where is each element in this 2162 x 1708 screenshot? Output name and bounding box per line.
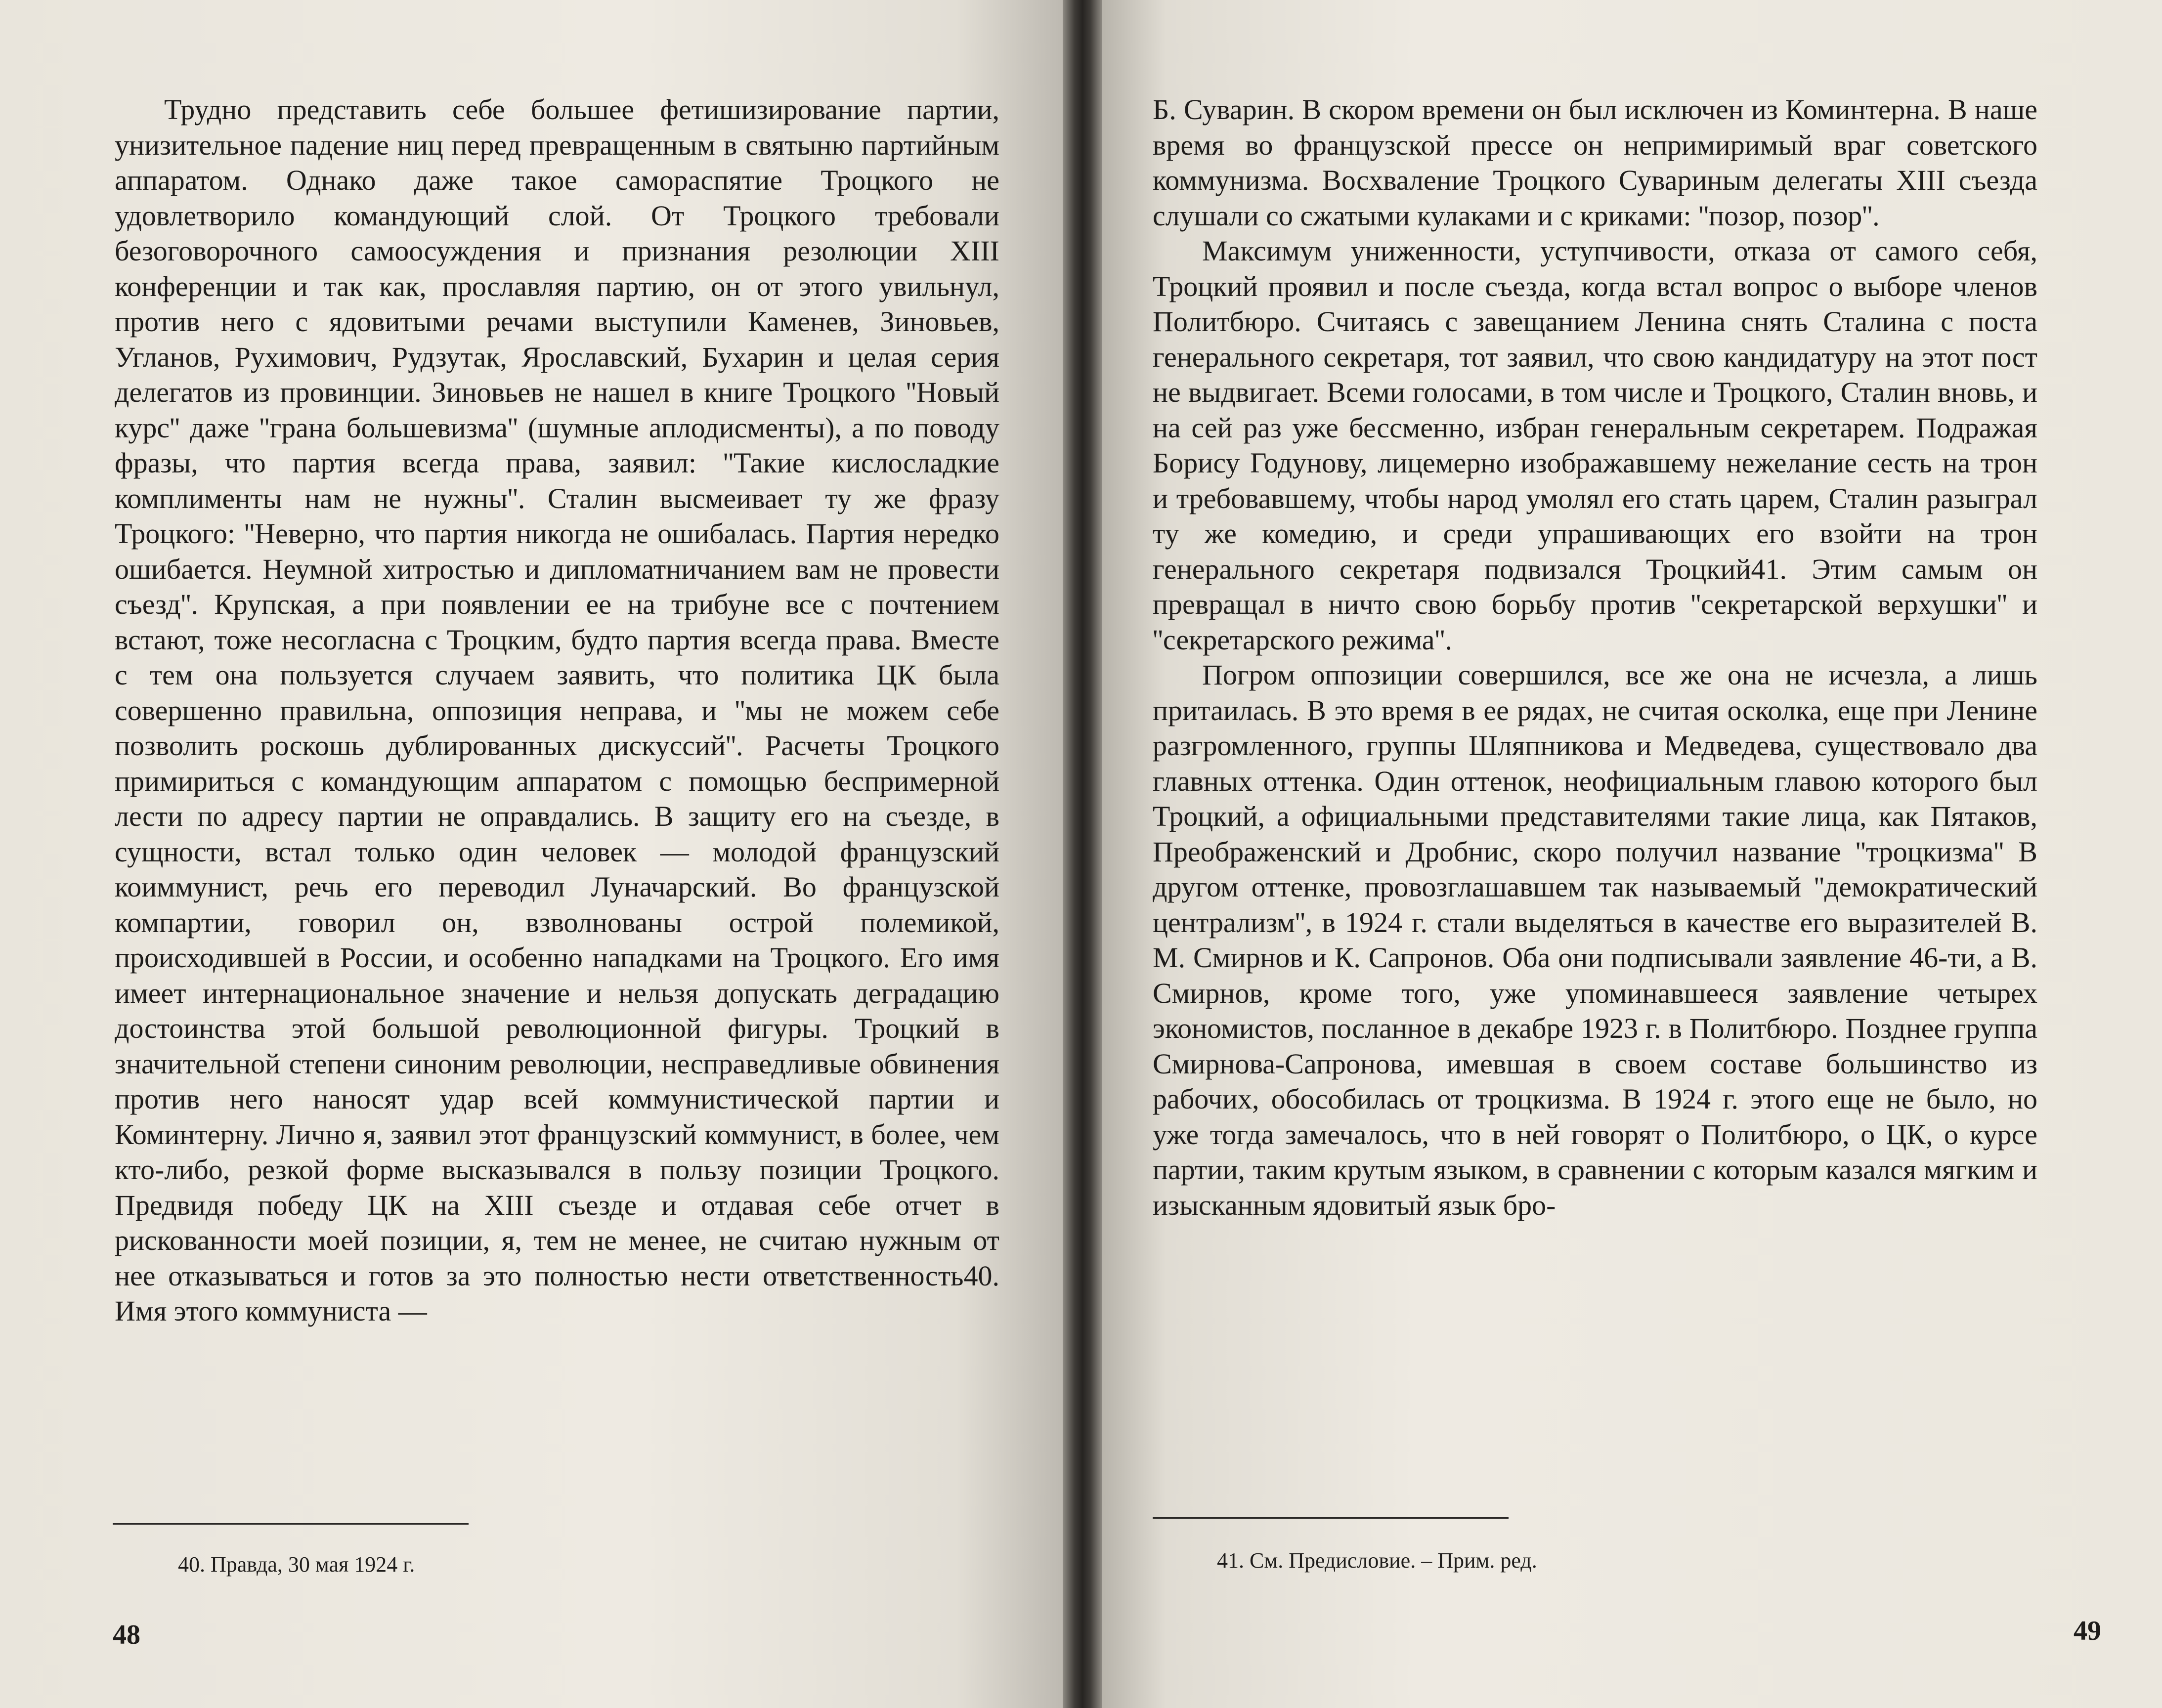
right-footnote: 41. См. Предисловие. – Прим. ред. — [1217, 1548, 1537, 1573]
left-page — [0, 0, 1063, 1708]
book-gutter — [1063, 0, 1102, 1708]
left-page-number: 48 — [113, 1620, 140, 1650]
right-paragraph-2: Максимум униженности, уступчивости, отказа от самого себя, Троцкий проявил и после съезда, когда встал вопрос о выборе членов Политбюро. Считаясь с завещанием Ленина снять Сталина с поста генерального секретаря, тот заявил, что свою кандидатуру на этот пост не выдвигает. Всеми голосами, в том числе и Троцкого, Сталин вновь, и на сей раз уже бессменно, избран генеральным секретарем. Подражая Борису Годунову, лицемерно изображавшему нежелание сесть на трон и требовавшему, чтобы народ умолял его стать царем, Сталин разыграл ту же комедию, и среди упрашивающих его взойти на трон генерального секретаря подвизался Троцкий41. Этим самым он превращал в ничто свою борьбу против ''секретарской верхушки'' и ''секретарского режима''. — [1153, 235, 2037, 656]
right-paragraph-1: Б. Суварин. В скором времени он был исключен из Коминтерна. В наше время во французской прессе он непримиримый враг советского коммунизма. Восхваление Троцкого Сувариным делегаты XIII съезда слушали со сжатыми кулаками и с криками: ''позор, позор''. — [1153, 93, 2037, 232]
right-footnote-rule — [1153, 1517, 1509, 1519]
left-footnote-rule — [113, 1523, 469, 1525]
left-paragraph-1: Трудно представить себе большее фетишизирование партии, унизительное падение ниц перед превращенным в святыню партийным аппаратом. Однако даже такое самораспятие Троцкого не удовлетворило командующий слой. От Троцкого требовали безоговорочного самоосуждения и признания резолюции XIII конференции и так как, прославляя партию, он от этого увильнул, против него с ядовитыми речами выступили Каменев, Зиновьев, Угланов, Рухимович, Рудзутак, Ярославский, Бухарин и целая серия делегатов из провинции. Зиновьев не нашел в книге Троцкого ''Новый курс'' даже ''грана большевизма'' (шумные аплодисменты), а по поводу фразы, что партия всегда права, заявил: ''Такие кислосладкие комплименты нам не нужны''. Сталин высмеивает ту же фразу Троцкого: ''Неверно, что партия никогда не ошибалась. Партия нередко ошибается. Неумной хитростью и дипломатничанием вам не провести съезд''. Крупская, а при появлении ее на трибуне все с почтением встают, тоже несогласна с Троцким, будто партия всегда права. Вместе с тем она пользуется случаем заявить, что политика ЦК была совершенно правильна, оппозиция неправа, и ''мы не можем себе позволить роскошь дублированных дискуссий''. Расчеты Троцкого примириться с командующим аппаратом с помощью беспримерной лести по адресу партии не оправдались. В защиту его на съезде, в сущности, встал только один человек — молодой французский коиммунист, речь его переводил Луначарский. Во французской компартии, говорил он, взволнованы острой полемикой, происходившей в России, и особенно нападками на Троцкого. Его имя имеет интернациональное значение и нельзя допускать деградацию достоинства этой большой революционной фигуры. Троцкий в значительной степени синоним революции, несправедливые обвинения против него наносят удар всей коммунистической партии и Коминтерну. Лично я, заявил этот французский коммунист, в более, чем кто-либо, резкой форме высказывался в пользу позиции Троцкого. Предвидя победу ЦК на XIII съезде и отдавая себе отчет в рискованности моей позиции, я, тем не менее, не считаю нужным от нее отказываться и готов за это полностью нести ответственность40. Имя этого коммуниста — — [115, 93, 999, 1327]
left-page-body — [115, 92, 999, 1329]
right-page-number: 49 — [2074, 1616, 2101, 1646]
right-page — [1102, 0, 2162, 1708]
right-page-body — [1153, 92, 2037, 1223]
right-paragraph-3: Погром оппозиции совершился, все же она не исчезла, а лишь притаилась. В это время в ее рядах, не считая осколка, еще при Ленине разгромленного, группы Шляпникова и Медведева, существовало два главных оттенка. Один оттенок, неофициальным главою которого был Троцкий, а официальными представителями такие лица, как Пятаков, Преображенский и Дробнис, скоро получил название ''троцкизма'' В другом оттенке, провозглашавшем так называемый ''демократический централизм'', в 1924 г. стали выделяться в качестве его выразителей В. М. Смирнов и К. Сапронов. Оба они подписывали заявление 46-ти, а В. Смирнов, кроме того, уже упоминавшееся заявление четырех экономистов, посланное в декабре 1923 г. в Политбюро. Позднее группа Смирнова-Сапронова, имевшая в своем составе большинство из рабочих, обособилась от троцкизма. В 1924 г. этого еще не было, но уже тогда замечалось, что в ней говорят о Политбюро, о ЦК, о курсе партии, таким крутым языком, в сравнении с которым казался мягким и изысканным ядовитый язык бро- — [1153, 659, 2037, 1221]
left-footnote: 40. Правда, 30 мая 1924 г. — [178, 1552, 415, 1577]
